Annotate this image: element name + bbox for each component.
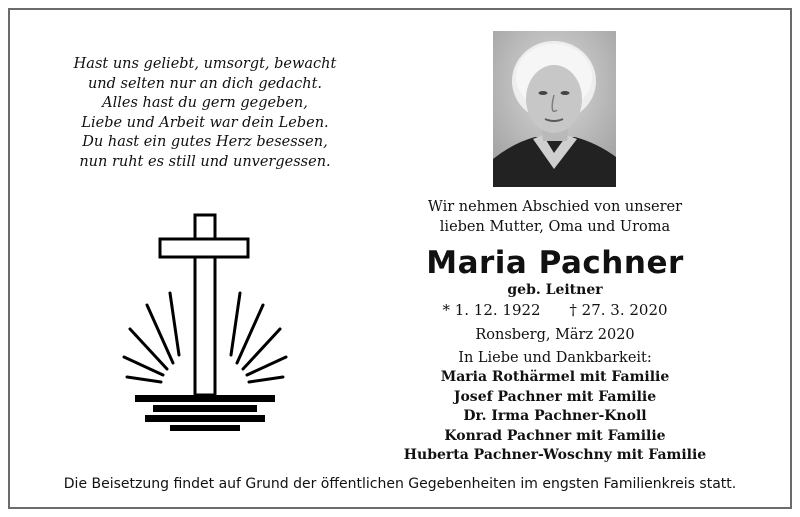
mourner-entry: Konrad Pachner mit Familie: [444, 427, 666, 444]
mourner-entry: Dr. Irma Pachner-Knoll: [463, 408, 647, 424]
poem-line: nun ruht es still und unvergessen.: [79, 153, 331, 170]
birth-name: geb. Leitner: [507, 282, 603, 298]
mourner-entry: Josef Pachner mit Familie: [453, 388, 657, 405]
death-date: † 27. 3. 2020: [569, 301, 668, 319]
intro-line: lieben Mutter, Oma und Uroma: [439, 219, 671, 235]
poem-line: Hast uns geliebt, umsorgt, bewacht: [73, 56, 337, 72]
place-date: Ronsberg, März 2020: [475, 327, 635, 343]
mourners-list: [380, 368, 730, 466]
intro-line: Wir nehmen Abschied von unserer: [427, 199, 683, 215]
cross-sunrise-icon: [115, 205, 295, 445]
birth-date: * 1. 12. 1922: [442, 301, 541, 319]
poem-line: Du hast ein gutes Herz besessen,: [82, 134, 328, 150]
poem-line: Alles hast du gern gegeben,: [102, 95, 308, 111]
poem: [40, 55, 370, 172]
portrait-photo: [493, 31, 616, 187]
burial-note: Die Beisetzung findet auf Grund der öffentlichen Gegebenheiten im engsten Familienkreis statt.: [63, 476, 737, 492]
life-dates: [380, 299, 730, 321]
thanks-label: In Liebe und Dankbarkeit:: [458, 350, 652, 366]
farewell-intro: [380, 197, 730, 237]
poem-line: und selten nur an dich gedacht.: [87, 75, 323, 92]
mourner-entry: Maria Rothärmel mit Familie: [440, 369, 670, 385]
deceased-name: Maria Pachner: [426, 245, 684, 281]
mourner-entry: Huberta Pachner-Woschny mit Familie: [403, 447, 707, 463]
poem-line: Liebe und Arbeit war dein Leben.: [81, 114, 329, 131]
